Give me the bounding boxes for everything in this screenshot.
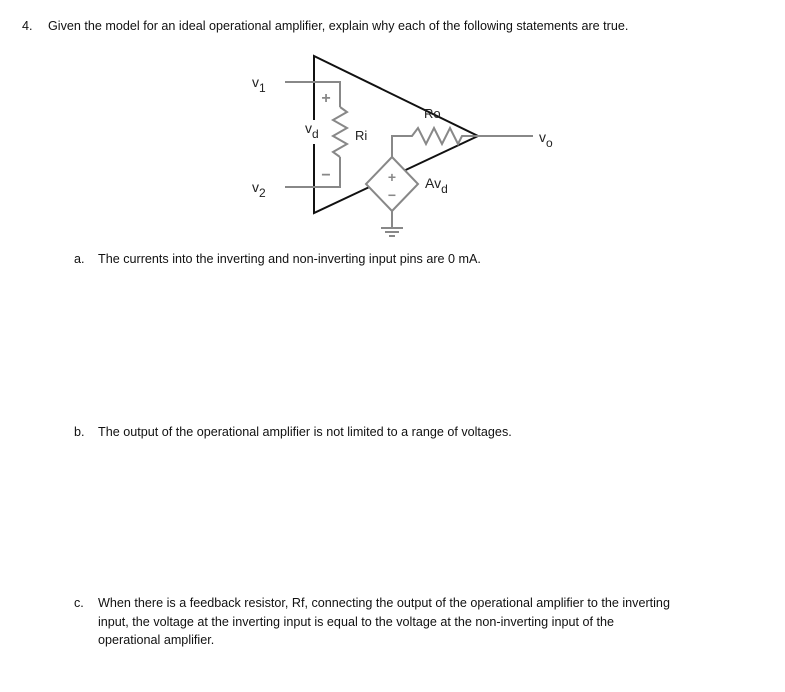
item-b-label: b. [74,425,85,439]
v1-wire [285,82,340,107]
v2-label: v2 [252,179,266,200]
item-a-text: The currents into the inverting and non-inverting input pins are 0 mA. [98,252,481,266]
item-b-text: The output of the operational amplifier is not limited to a range of voltages. [98,425,512,439]
item-c-text-line1: When there is a feedback resistor, Rf, connecting the output of the operational amplifier to the inverting [98,596,670,610]
item-c-text-line2: input, the voltage at the inverting input is equal to the voltage at the non-inverting input of the [98,615,614,629]
v2-wire [285,157,340,187]
question-text: Given the model for an ideal operational amplifier, explain why each of the following statements are true. [48,19,629,33]
vd-label: vd [305,120,319,141]
ro-label: Ro [424,106,441,121]
item-c-label: c. [74,596,84,610]
item-c-text-line3: operational amplifier. [98,633,215,647]
source-plus-sign: + [387,169,397,185]
ri-minus-sign: − [321,167,331,184]
source-minus-sign: − [387,187,397,203]
ri-plus-sign: + [321,90,331,107]
vo-label: vo [539,129,553,150]
avd-label: Avd [425,175,448,196]
ri-label: Ri [355,128,368,143]
v1-label: v1 [252,74,266,95]
ri-resistor [333,107,347,157]
question-number: 4. [22,19,33,33]
item-a-label: a. [74,252,85,266]
